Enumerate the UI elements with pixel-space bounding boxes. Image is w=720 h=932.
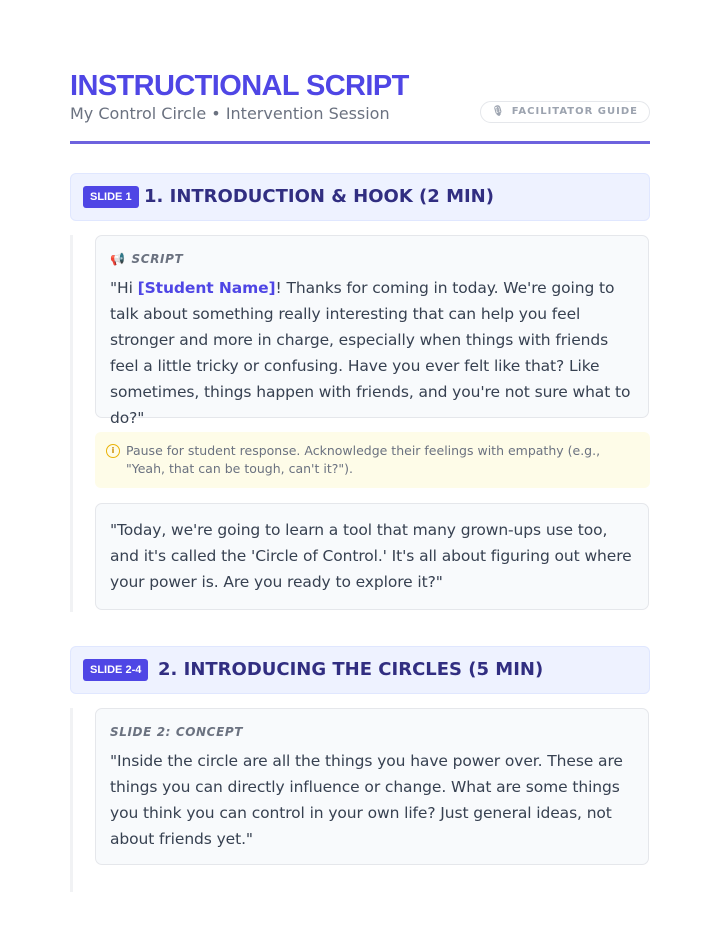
student-name-placeholder: [Student Name]: [137, 279, 276, 297]
section-rail: [70, 235, 73, 612]
page-subtitle: My Control Circle • Intervention Session: [70, 104, 390, 123]
section-title: 1. INTRODUCTION & HOOK (2 MIN): [144, 186, 494, 207]
microphone-icon: 🎙: [491, 106, 506, 117]
facilitator-note: [95, 432, 650, 488]
concept-label: SLIDE 2: CONCEPT: [110, 725, 244, 739]
script-text-2: "Today, we're going to learn a tool that many grown-ups use too, and it's called the 'Circle of Control.' It's all about figuring out where your power is. Are you ready to explore it?": [110, 521, 632, 591]
section-rail: [70, 708, 73, 892]
script-card-2: [95, 503, 649, 610]
script-label: 📢 SCRIPT: [110, 252, 184, 266]
slide-badge: SLIDE 2-4: [83, 659, 148, 681]
note-text: Pause for student response. Acknowledge their feelings with empathy (e.g., "Yeah, that can be tough, can't it?").: [126, 443, 601, 476]
facilitator-guide-label: FACILITATOR GUIDE: [511, 106, 638, 117]
megaphone-icon: 📢: [110, 252, 126, 266]
page-title: INSTRUCTIONAL SCRIPT: [70, 70, 409, 102]
script-card: [95, 235, 649, 427]
concept-card: [95, 708, 649, 865]
section-title: 2. INTRODUCING THE CIRCLES (5 MIN): [158, 659, 544, 680]
section-header-1: [70, 173, 650, 221]
slide-badge: SLIDE 1: [83, 186, 139, 208]
concept-text: "Inside the circle are all the things you have power over. These are things you can directly influence or change. What are some things you think you can control in your own life? Just general ideas, not about friends yet.": [110, 752, 623, 848]
script-text: "Hi [Student Name]! Thanks for coming in today. We're going to talk about something really interesting that can help you feel stronger and more in charge, especially when things with friends feel a little tricky or confusing. Have you ever felt like that? Like sometimes, things happen with friends, and you're not sure what to do?": [110, 279, 631, 427]
info-icon: i: [106, 444, 120, 458]
facilitator-guide-badge: [480, 101, 650, 123]
section-header-2: [70, 646, 650, 694]
header-divider: [70, 141, 650, 144]
